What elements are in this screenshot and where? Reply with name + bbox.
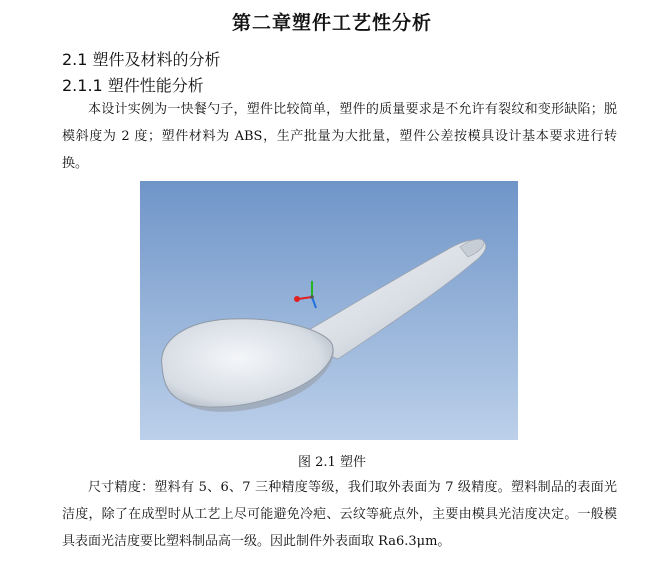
- paragraph-dimensional-accuracy: 尺寸精度：塑料有 5、6、7 三种精度等级，我们取外表面为 7 级精度。塑料制品的表面光洁度，除了在成型时从工艺上尽可能避免冷疤、云纹等疵点外，主要由模具光洁度决定。一般模具表面光洁度要比塑料制品高一级。因此制件外表面取 Ra6.3μm。: [62, 480, 617, 549]
- paragraph-design-overview: 本设计实例为一快餐勺子，塑件比较简单，塑件的质量要求是不允许有裂纹和变形缺陷；脱模斜度为 2 度；塑件材料为 ABS，生产批量为大批量，塑件公差按模具设计基本要求进行转换。: [62, 102, 617, 171]
- subsection-heading: 2.1.1 塑件性能分析: [62, 76, 204, 95]
- triad-x-marker: [294, 296, 300, 302]
- section-heading: 2.1 塑件及材料的分析: [62, 50, 221, 69]
- spoon-model-figure: [140, 181, 518, 440]
- chapter-title: 第二章塑件工艺性分析: [231, 12, 432, 34]
- figure-caption: 图 2.1 塑件: [298, 455, 366, 470]
- spoon-model-illustration: [140, 181, 518, 440]
- triad-origin: [310, 295, 314, 299]
